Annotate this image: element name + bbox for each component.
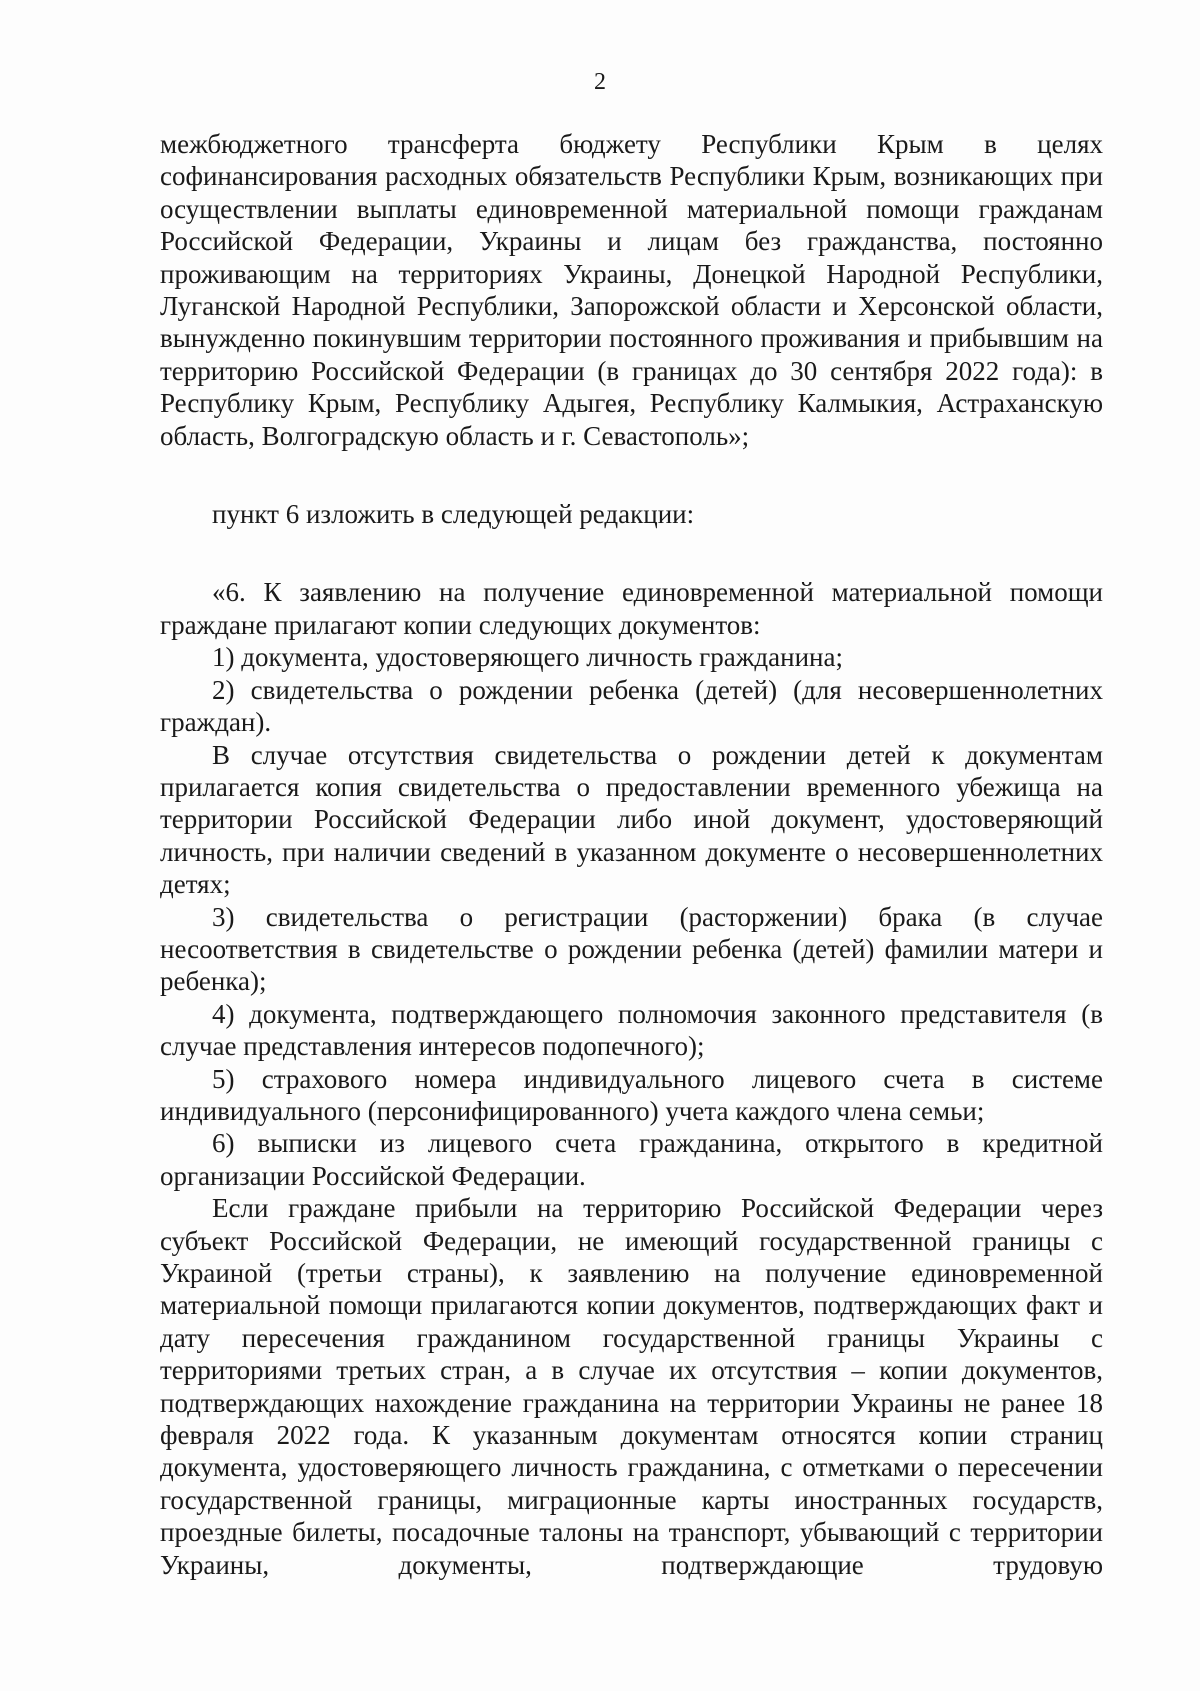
list-item-2: 2) свидетельства о рождении ребенка (детей) (для несовершеннолетних граждан). — [160, 674, 1103, 738]
list-item-1: 1) документа, удостоверяющего личность гражданина; — [212, 642, 843, 673]
list-item-4: 4) документа, подтверждающего полномочия законного представителя (в случае представления интересов подопечного); — [160, 998, 1103, 1062]
paragraph-transfer-purpose: межбюджетного трансферта бюджету Республики Крым в целях софинансирования расходных обязательств Республики Крым, возникающих при осуществлении выплаты единовременной материальной помощи гражданам Российской Федерации, Украины и лицам без гражданства, постоянно проживающим на территориях Украины, Донецкой Народной Республики, Луганской Народной Республики, Запорожской области и Херсонской области, вынужденно покинувшим территории постоянного проживания и прибывшим на территорию Российской Федерации (в границах до 30 сентября 2022 года): в Республику Крым, Республику Адыгея, Республику Калмыкия, Астраханскую область, Волгоградскую область и г. Севастополь»; — [160, 129, 1103, 451]
paragraph-point-6-intro: «6. К заявлению на получение единовременной материальной помощи граждане прилагают копии следующих документов: — [160, 577, 1103, 640]
document-body — [160, 128, 1103, 1581]
list-item-5: 5) страхового номера индивидуального лицевого счета в системе индивидуального (персонифицированного) учета каждого члена семьи; — [160, 1063, 1103, 1126]
paragraph-amendment-instruction: пункт 6 изложить в следующей редакции: — [212, 499, 695, 530]
list-item-6: 6) выписки из лицевого счета гражданина, открытого в кредитной организации Российской Федерации. — [160, 1128, 1103, 1191]
paragraph-missing-birth-certificate: В случае отсутствия свидетельства о рождении детей к документам прилагается копия свидетельства о предоставлении временного убежища на территории Российской Федерации либо иной документ, удостоверяющий личность, при наличии сведений в указанном документе о несовершеннолетних детях; — [160, 739, 1103, 900]
paragraph-third-countries: Если граждане прибыли на территорию Российской Федерации через субъект Российской Федерации, не имеющий государственной границы с Украиной (третьи страны), к заявлению на получение единовременной материальной помощи прилагаются копии документов, подтверждающих факт и дату пересечения гражданином государственной границы Украины с территориями третьих стран, а в случае их отсутствия – копии документов, подтверждающих нахождение гражданина на территории Украины не ранее 18 февраля 2022 года. К указанным документам относятся копии страниц документа, удостоверяющего личность гражданина, с отметками о пересечении государственной границы, миграционные карты иностранных государств, проездные билеты, посадочные талоны на транспорт, убывающий с территории Украины, документы, подтверждающие трудовую — [160, 1193, 1103, 1580]
list-item-3: 3) свидетельства о регистрации (расторжении) брака (в случае несоответствия в свидетельстве о рождении ребенка (детей) фамилии матери и ребенка); — [160, 901, 1103, 997]
page-number: 2 — [594, 69, 606, 95]
